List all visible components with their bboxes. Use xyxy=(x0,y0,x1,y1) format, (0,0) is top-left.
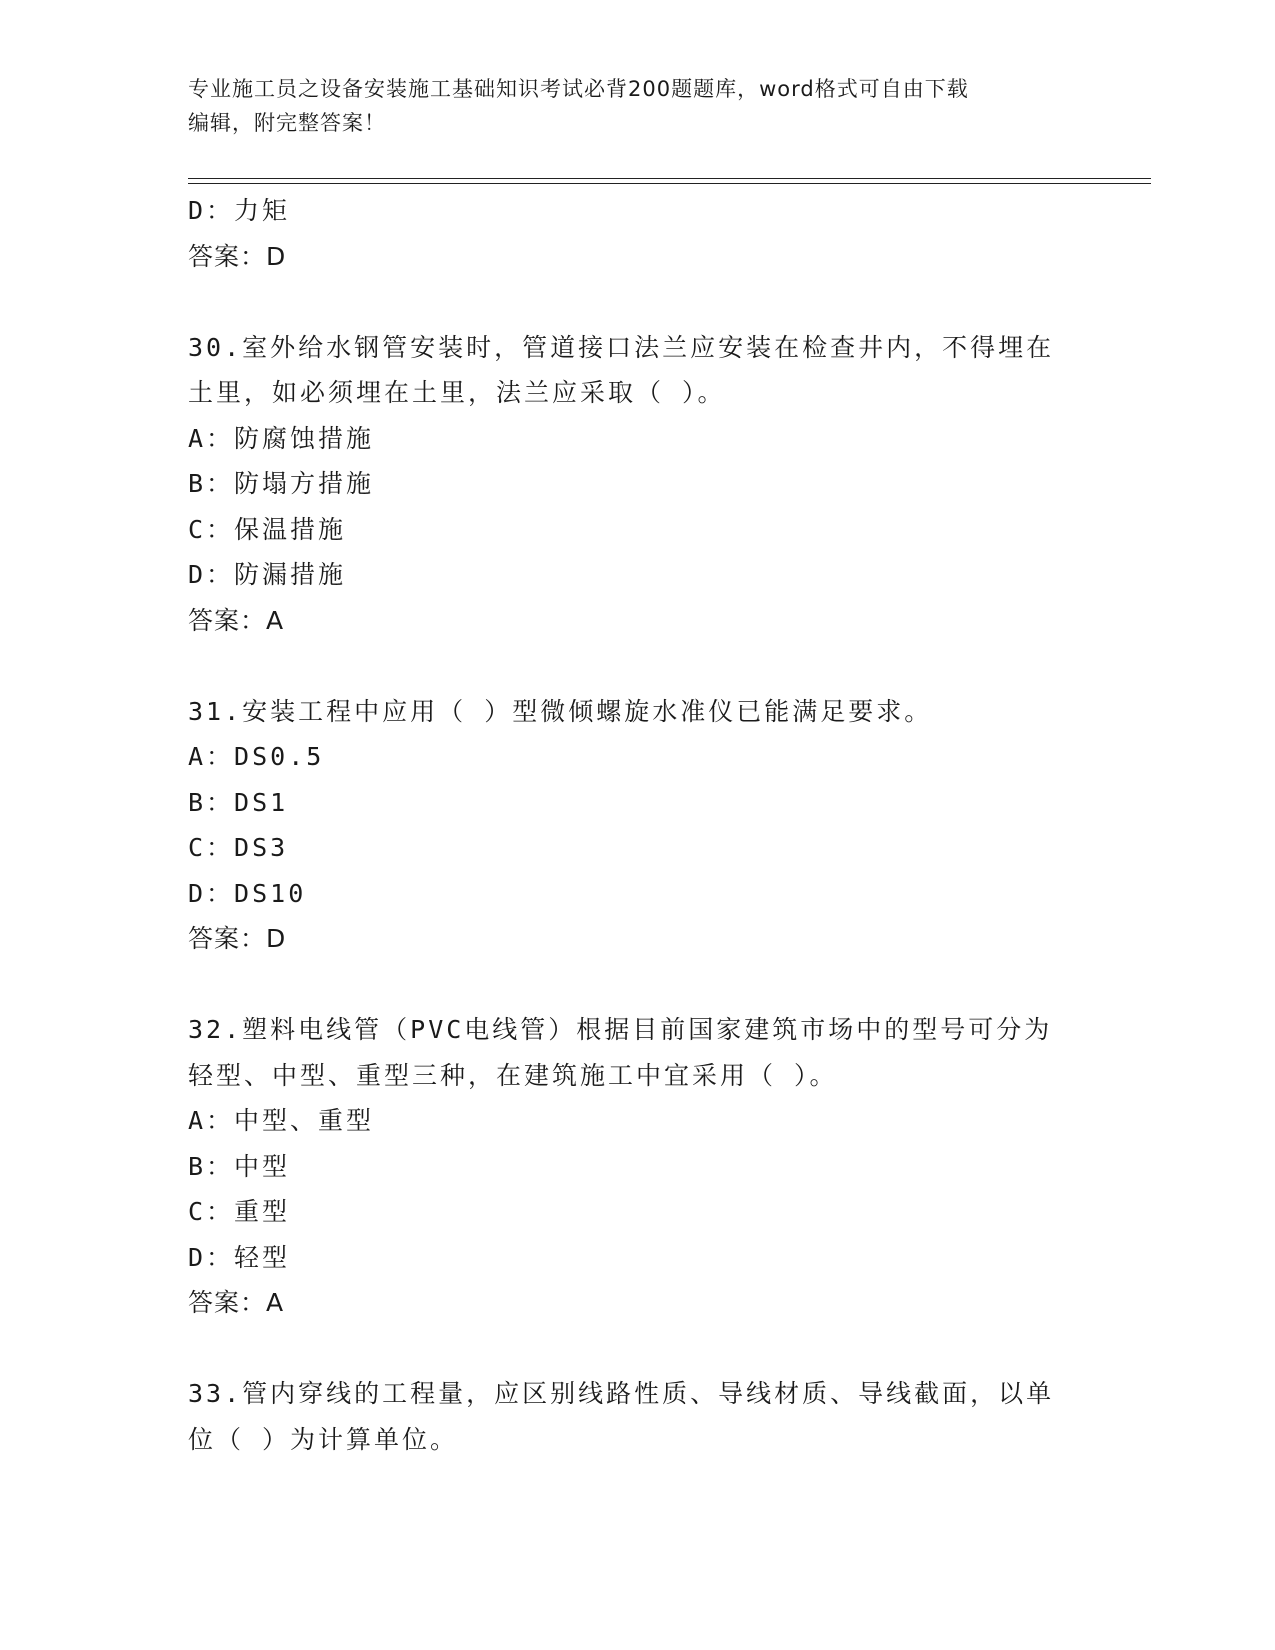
question-text-continued: 位（ ）为计算单位。 xyxy=(188,1424,459,1454)
option-c: C：保温措施 xyxy=(188,514,347,544)
question-text-continued: 土里，如必须埋在土里，法兰应采取（ ）。 xyxy=(188,378,726,407)
question-text: 30.室外给水钢管安装时，管道接口法兰应安装在检查井内，不得埋在 xyxy=(188,332,1055,362)
option-c: C：重型 xyxy=(188,1197,291,1226)
header-divider-top xyxy=(188,178,1151,179)
option-d: D：防漏措施 xyxy=(188,560,347,589)
option-b: B：DS1 xyxy=(188,787,289,817)
document-header xyxy=(188,72,1088,140)
question-30 xyxy=(188,325,1088,644)
question-text: 32.塑料电线管（PVC电线管）根据目前国家建筑市场中的型号可分为 xyxy=(188,1015,1053,1044)
question-text: 31.安装工程中应用（ ）型微倾螺旋水准仪已能满足要求。 xyxy=(188,696,933,726)
option-b: B：防塌方措施 xyxy=(188,469,375,498)
question-text: 33.管内穿线的工程量，应区别线路性质、导线材质、导线截面，以单 xyxy=(188,1379,1055,1408)
spacer xyxy=(188,962,1088,1008)
header-title-line-2: 编辑，附完整答案！ xyxy=(188,111,386,135)
question-content xyxy=(188,188,1088,1462)
question-33 xyxy=(188,1371,1088,1462)
answer-line: 答案：A xyxy=(188,1288,285,1317)
header-title-line-1: 专业施工员之设备安装施工基础知识考试必背200题题库，word格式可自由下载 xyxy=(188,77,969,101)
header-divider-bottom xyxy=(188,183,1151,184)
answer-line: 答案：A xyxy=(188,605,285,635)
answer-line: 答案：D xyxy=(188,924,287,953)
option-c: C：DS3 xyxy=(188,833,289,862)
question-text-continued: 轻型、中型、重型三种，在建筑施工中宜采用（ ）。 xyxy=(188,1060,838,1090)
spacer xyxy=(188,279,1088,325)
option-a: A：DS0.5 xyxy=(188,742,325,771)
option-d: D：DS10 xyxy=(188,878,307,908)
answer-line: 答案：D xyxy=(188,241,287,271)
option-a: A：防腐蚀措施 xyxy=(188,423,375,453)
option-d: D：力矩 xyxy=(188,196,291,225)
option-a: A：中型、重型 xyxy=(188,1106,375,1135)
spacer xyxy=(188,1326,1088,1372)
question-31 xyxy=(188,689,1088,962)
spacer xyxy=(188,643,1088,689)
question-32 xyxy=(188,1007,1088,1326)
option-d: D：轻型 xyxy=(188,1242,291,1272)
option-b: B：中型 xyxy=(188,1151,291,1181)
